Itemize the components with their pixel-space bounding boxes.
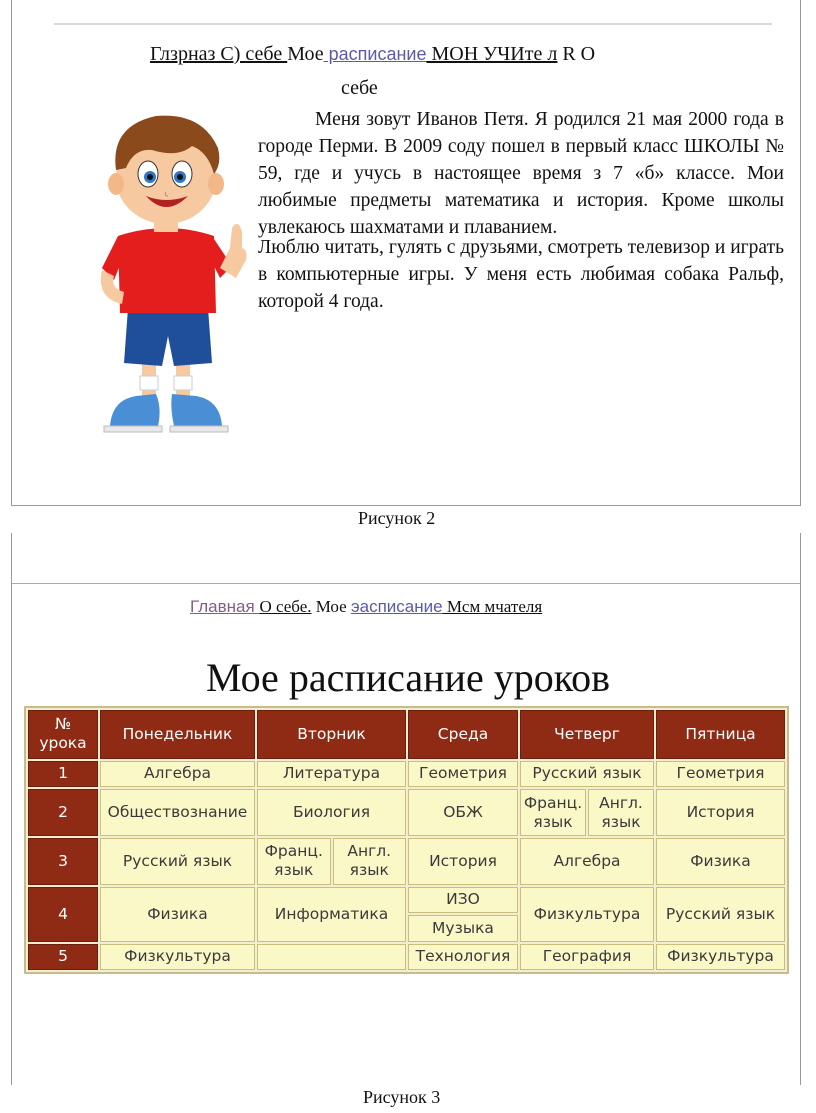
table-cell: Геометрия (408, 761, 518, 787)
lesson-number: 4 (28, 887, 98, 942)
nav-about-link[interactable]: О себе. (259, 597, 312, 616)
schedule-title: Мое расписание уроков (206, 655, 610, 700)
lesson-number: 2 (28, 789, 98, 836)
split-cell (257, 838, 406, 885)
table-cell: Физкультура (100, 944, 255, 970)
table-cell: Алгебра (520, 838, 654, 885)
nav-schedule-tab[interactable]: расписание (323, 44, 427, 64)
nav-teachers-link[interactable]: Мсм мчателя (442, 597, 543, 616)
table-cell: ИЗО (408, 887, 518, 913)
table-row (28, 944, 785, 970)
table-cell: Русский язык (656, 887, 785, 942)
table-cell: Англ. язык (333, 838, 407, 885)
table-cell: Русский язык (520, 761, 654, 787)
table-cell: Физика (656, 838, 785, 885)
table-cell: Англ. язык (588, 789, 654, 836)
table-cell: Биология (257, 789, 406, 836)
lesson-number: 3 (28, 838, 98, 885)
table-cell: Обществознание (100, 789, 255, 836)
table-cell: История (408, 838, 518, 885)
split-cell (408, 887, 518, 942)
page-heading: себе (341, 77, 378, 99)
table-cell: Физкультура (656, 944, 785, 970)
table-cell: Физика (100, 887, 255, 942)
table-row (28, 887, 785, 942)
nav-text-tail: R О (557, 43, 596, 65)
lesson-number: 1 (28, 761, 98, 787)
table-cell: ОБЖ (408, 789, 518, 836)
nav-text: Мое (311, 597, 351, 616)
nav-main-tab[interactable]: Главная (190, 597, 260, 616)
nav-about-link[interactable]: Глзрназ С) себе (150, 43, 288, 65)
header-monday: Понедельник (100, 710, 255, 759)
split-cell (520, 789, 654, 836)
figure-2-caption: Рисунок 2 (358, 508, 436, 528)
table-row (28, 789, 785, 836)
table-cell: География (520, 944, 654, 970)
table-row (28, 838, 785, 885)
header-lesson-number: № урока (28, 710, 98, 759)
table-header-row (28, 710, 785, 759)
header-wednesday: Среда (408, 710, 518, 759)
table-cell: История (656, 789, 785, 836)
figure-3-caption: Рисунок 3 (363, 1087, 441, 1107)
site-nav (150, 43, 595, 66)
table-cell: Франц. язык (257, 838, 331, 885)
header-tuesday: Вторник (257, 710, 406, 759)
bio-paragraph-1: Меня зовут Иванов Петя. Я родился 21 мая 2000 года в городе Перми. В 2009 соду пошел в первый класс ШКОЛЫ № 59, где и учусь в настоящее время з 7 «б» классе. Мои любимые предметы математика и история. Кроме школы увлекаюсь шахматами и плаванием. (258, 109, 784, 238)
nav-schedule-tab[interactable]: эасписание (350, 597, 443, 616)
divider (12, 583, 800, 584)
table-cell: Геометрия (656, 761, 785, 787)
header-thursday: Четверг (520, 710, 654, 759)
site-nav-2 (190, 597, 542, 617)
nav-text: Мое (287, 43, 324, 65)
header-friday: Пятница (656, 710, 785, 759)
boy-illustration (92, 108, 250, 438)
table-cell: Русский язык (100, 838, 255, 885)
divider (54, 23, 772, 25)
table-cell: Музыка (408, 915, 518, 941)
table-row (28, 761, 785, 787)
nav-teachers-link[interactable]: МОН УЧИте л (426, 43, 558, 65)
table-cell: Информатика (257, 887, 406, 942)
bio-paragraph-2: Люблю читать, гулять с друзьями, смотреть телевизор и играть в компьютерные игры. У меня есть любимая собака Ральф, которой 4 года. (258, 237, 784, 312)
table-cell: Технология (408, 944, 518, 970)
table-cell: Литература (257, 761, 406, 787)
schedule-table (24, 706, 789, 974)
table-cell (257, 944, 406, 970)
table-cell: Алгебра (100, 761, 255, 787)
lesson-number: 5 (28, 944, 98, 970)
table-cell: Франц. язык (520, 789, 586, 836)
table-cell: Физкультура (520, 887, 654, 942)
